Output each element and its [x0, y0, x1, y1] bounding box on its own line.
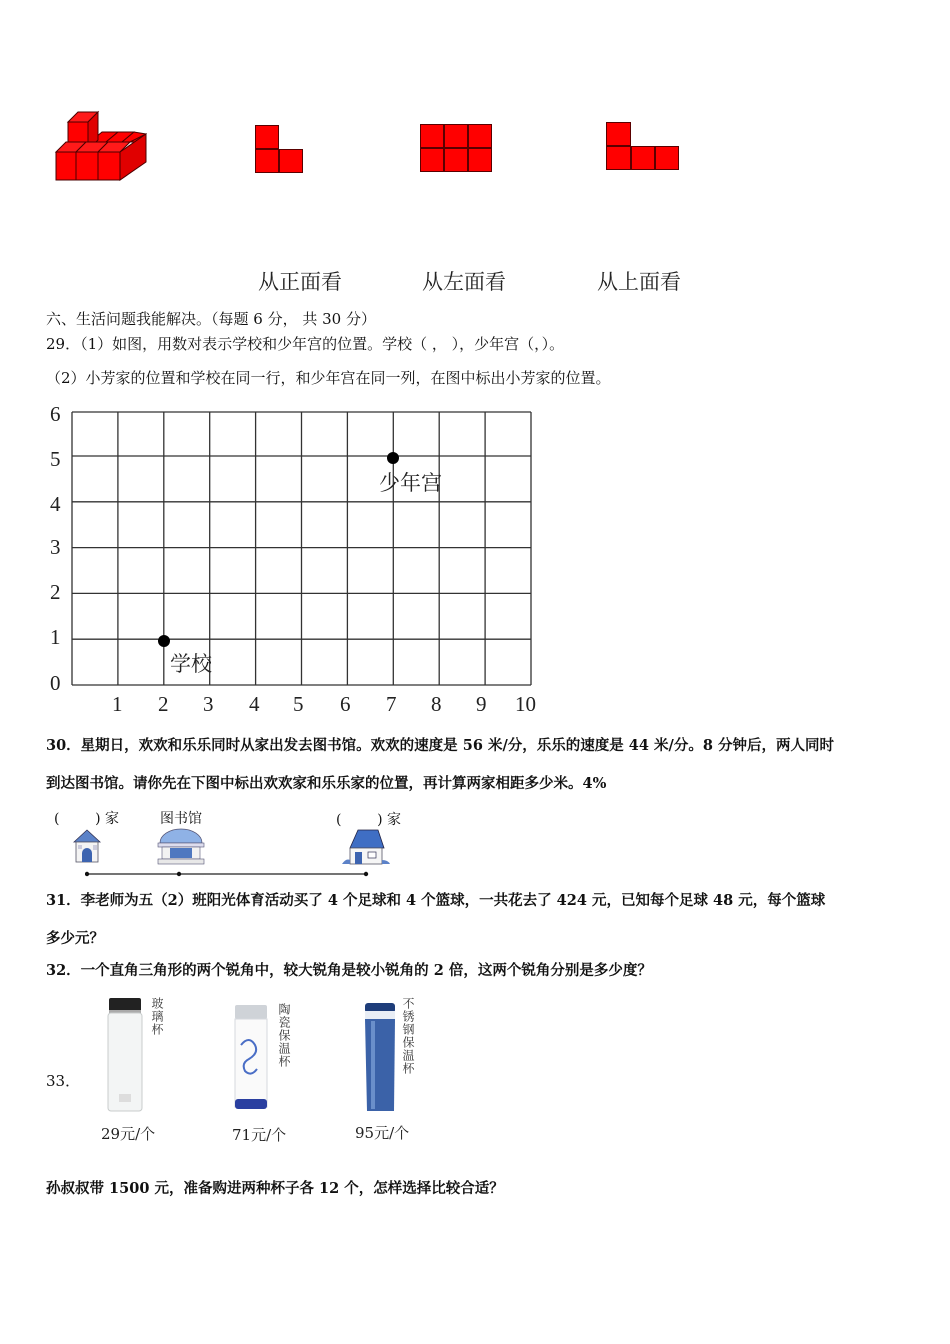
- q30-left-house-label[interactable]: ( ) 家: [54, 811, 119, 827]
- label-top-view: 从上面看: [597, 270, 681, 294]
- coordinate-grid[interactable]: [40, 395, 550, 725]
- q30-library-label: 图书馆: [160, 811, 202, 827]
- q31-line2: 多少元？: [46, 930, 104, 947]
- glass-cup-price: 29元/个: [101, 1125, 156, 1143]
- y-tick: 3: [50, 535, 61, 559]
- x-tick: 6: [340, 692, 351, 716]
- q29-part1: 29．（1）如图，用数对表示学校和少年宫的位置。学校（ ， ），少年宫（，）。: [46, 335, 565, 353]
- y-tick: 5: [50, 447, 61, 471]
- ceramic-cup-image: [233, 1005, 269, 1115]
- q31-line1: 31．李老师为五（2）班阳光体育活动买了 4 个足球和 4 个篮球，一共花去了 424 元，已知每个足球 48 元，每个篮球: [46, 892, 826, 909]
- x-tick: 1: [112, 692, 123, 716]
- x-tick: 7: [386, 692, 397, 716]
- ceramic-cup-price: 71元/个: [232, 1126, 287, 1144]
- x-tick: 10: [515, 692, 536, 716]
- left-house-icon: [72, 828, 102, 868]
- q30-line2: 到达图书馆。请你先在下图中标出欢欢家和乐乐家的位置，再计算两家相距多少米。4%: [46, 775, 607, 792]
- cube-3d-figure: [54, 110, 149, 182]
- x-tick: 4: [249, 692, 260, 716]
- school-label: 学校: [170, 652, 212, 676]
- glass-cup-image: [105, 998, 145, 1116]
- x-tick: 9: [476, 692, 487, 716]
- q30-line1: 30．星期日，欢欢和乐乐同时从家出发去图书馆。欢欢的速度是 56 米/分，乐乐的速度是 44 米/分。8 分钟后，两人同时: [46, 737, 834, 754]
- distance-line: [85, 864, 375, 883]
- section-heading: 六、生活问题我能解决。（每题 6 分， 共 30 分）: [46, 310, 376, 328]
- q30-right-house-label[interactable]: ( ) 家: [336, 812, 401, 828]
- school-point: [158, 635, 170, 647]
- label-left-view: 从左面看: [422, 270, 506, 294]
- q33-number: 33．: [46, 1072, 81, 1090]
- y-tick: 0: [50, 671, 61, 695]
- q33-question: 孙叔叔带 1500 元，准备购进两种杯子各 12 个，怎样选择比较合适？: [46, 1180, 504, 1197]
- y-tick: 2: [50, 580, 61, 604]
- steel-cup-price: 95元/个: [355, 1124, 410, 1142]
- y-tick: 4: [50, 492, 61, 516]
- ceramic-cup-name: 陶瓷保温杯: [277, 1003, 291, 1068]
- y-tick: 1: [50, 625, 61, 649]
- steel-cup-image: [362, 1003, 398, 1117]
- glass-cup-name: 玻璃杯: [150, 997, 164, 1036]
- youth-palace-point: [387, 452, 399, 464]
- label-front-view: 从正面看: [258, 270, 342, 294]
- y-tick: 6: [50, 402, 61, 426]
- library-icon: [154, 825, 208, 869]
- x-tick: 8: [431, 692, 442, 716]
- q32-text: 32．一个直角三角形的两个锐角中，较大锐角是较小锐角的 2 倍，这两个锐角分别是多少度？: [46, 962, 652, 979]
- youth-palace-label: 少年宫: [379, 471, 442, 495]
- steel-cup-name: 不锈钢保温杯: [401, 997, 415, 1075]
- x-tick: 3: [203, 692, 214, 716]
- q29-part2: （2）小芳家的位置和学校在同一行，和少年宫在同一列，在图中标出小芳家的位置。: [46, 369, 611, 387]
- x-tick: 5: [293, 692, 304, 716]
- x-tick: 2: [158, 692, 169, 716]
